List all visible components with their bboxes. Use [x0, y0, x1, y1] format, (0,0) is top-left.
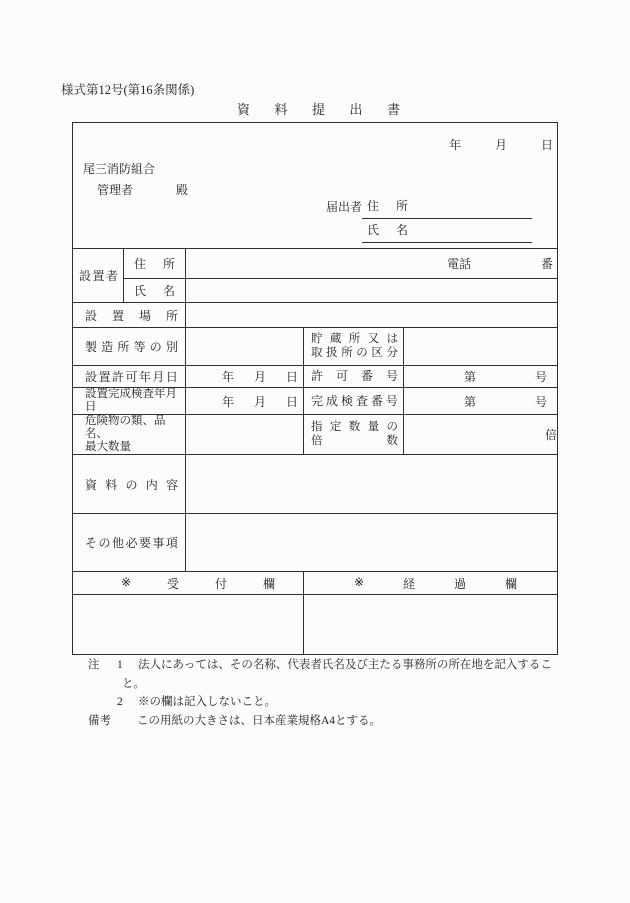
reception-header-cell: [73, 572, 304, 595]
organization-name: 尾三消防組合: [83, 162, 156, 176]
inspection-number-value-cell: [404, 388, 558, 415]
row-other: [73, 514, 558, 572]
inspection-date-value-cell: [186, 388, 304, 415]
note-2-number: 2: [117, 696, 123, 708]
notifier-address-label: 住 所: [367, 199, 409, 213]
row-permit: [73, 366, 558, 388]
note-label: 注: [88, 659, 100, 671]
division-label-line1: 貯 蔵 所 又 は: [311, 333, 398, 345]
phone-field: [447, 255, 553, 272]
notifier-block: [326, 195, 532, 243]
inspection-number-suffix: 号: [535, 394, 548, 409]
progress-header-cell: [304, 572, 558, 595]
inspection-date-label-line1: 設置完成検査年月: [85, 388, 177, 400]
row-hazmat: [73, 415, 558, 455]
top-section-cell: [73, 123, 558, 249]
notifier-fields: [362, 195, 532, 243]
row-top: [73, 123, 558, 249]
row-facility-type: [73, 328, 558, 366]
row-stamp-body: [73, 595, 558, 655]
hazmat-label-cell: [73, 415, 186, 455]
row-stamp-header: [73, 572, 558, 595]
phone-label: 電話: [447, 257, 472, 271]
hazmat-value-cell: [186, 415, 304, 455]
notifier-address-field: [362, 195, 532, 219]
hazmat-label: [73, 415, 185, 454]
reception-box-cell: [73, 595, 304, 655]
facility-type-label-cell: [73, 328, 186, 366]
content-label-cell: [73, 455, 186, 514]
note-1-line-1: [88, 656, 568, 675]
inspection-date-label-cell: [73, 388, 186, 415]
document-title: 資料提出書: [237, 102, 425, 117]
installer-name-value-cell: [186, 279, 558, 303]
quantity-value-cell: [404, 415, 558, 455]
permit-number-field: [404, 368, 557, 385]
division-label-cell: [304, 328, 404, 366]
note-1-number: 1: [117, 659, 123, 671]
permit-number-prefix: 第: [464, 370, 477, 384]
permit-number-label-cell: [304, 366, 404, 388]
row-content: [73, 455, 558, 514]
permit-number-label: 許 可 番 号: [311, 369, 398, 383]
hazmat-label-line2: 最大数量: [85, 441, 131, 453]
content-label: 資 料 の 内 容: [85, 477, 178, 492]
row-installer-name: [73, 279, 558, 303]
honorific: 殿: [176, 183, 189, 197]
progress-header-label: ※ 経 過 欄: [354, 574, 518, 591]
row-installer-address: [73, 249, 558, 279]
note-1-line-2: と。: [122, 677, 145, 690]
other-label-cell: [73, 514, 186, 572]
permit-number-suffix: 号: [535, 370, 548, 384]
inspection-number-label: 完 成 検 査 番 号: [311, 393, 398, 408]
installer-address-label-cell: [124, 249, 186, 279]
facility-type-label: 製 造 所 等 の 別: [85, 340, 178, 354]
inspection-number-prefix: 第: [464, 394, 477, 409]
notes: [88, 656, 568, 730]
inspection-date-fields: 年 月 日: [222, 394, 298, 409]
remark-label: 備考: [88, 714, 111, 727]
permit-number-value-cell: [404, 366, 558, 388]
location-label: 設 置 場 所: [85, 308, 178, 323]
permit-date-label-cell: [73, 366, 186, 388]
quantity-label-cell: [304, 415, 404, 455]
reception-header-label: ※ 受 付 欄: [121, 574, 275, 591]
installer-address-label: 住 所: [134, 257, 175, 271]
facility-type-value-cell: [186, 328, 304, 366]
row-inspection: [73, 388, 558, 415]
installer-name-label-cell: [124, 279, 186, 303]
permit-date-value-cell: [186, 366, 304, 388]
installer-name-label: 氏 名: [134, 284, 175, 298]
division-value-cell: [404, 328, 558, 366]
addressee-title: 管理者: [97, 183, 134, 197]
remark-line: [88, 712, 568, 731]
notifier-name-field: [362, 219, 532, 243]
note-2-text: ※の欄は記入しないこと。: [138, 696, 276, 708]
other-label: そ の 他 必 要 事 項: [85, 536, 178, 550]
other-value-cell: [186, 514, 558, 572]
inspection-number-label-cell: [304, 388, 404, 415]
permit-date-fields: 年 月 日: [222, 370, 298, 384]
form-number: 様式第12号(第16条関係): [61, 83, 195, 97]
location-label-cell: [73, 303, 186, 328]
quantity-label-line1: 指 定 数 量 の: [311, 421, 398, 433]
inspection-date-label-line2: 日: [85, 401, 97, 413]
quantity-label-line2: 倍 数: [311, 434, 398, 447]
content-value-cell: [186, 455, 558, 514]
location-value-cell: [186, 303, 558, 328]
installer-address-value-cell: [186, 249, 558, 279]
note-1-text: 法人にあっては、その名称、代表者氏名及び主たる事務所の所在地を記入するこ: [138, 659, 552, 671]
inspection-date-label: [73, 388, 185, 414]
remark-text: この用紙の大きさは、日本産業規格A4とする。: [137, 714, 382, 727]
inspection-number-field: [404, 393, 557, 410]
notifier-name-label: 氏 名: [367, 223, 409, 237]
form-table: [72, 122, 558, 655]
permit-date-label: 設 置 許 可 年 月 日: [85, 370, 178, 384]
row-location: [73, 303, 558, 328]
progress-box-cell: [304, 595, 558, 655]
note-2-line: [117, 693, 568, 712]
addressee-line: [97, 181, 188, 198]
notifier-label: 届出者: [326, 200, 363, 214]
hazmat-label-line1: 危険物の類、品名、: [85, 415, 166, 440]
installer-label-cell: [73, 249, 124, 303]
quantity-unit: 倍: [545, 428, 558, 442]
phone-unit-label: 番: [541, 257, 554, 271]
date-line: 年 月 日: [449, 138, 554, 152]
installer-label: 設 置 者: [79, 269, 118, 283]
division-label-line2: 取 扱 所 の 区 分: [311, 346, 398, 359]
